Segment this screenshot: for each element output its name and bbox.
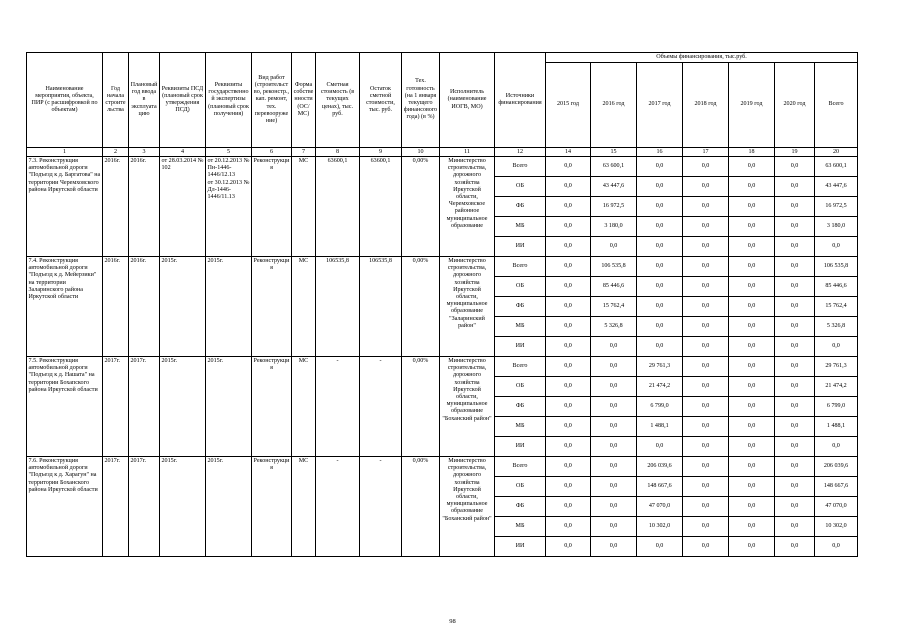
header-year-start: Год начала строительства xyxy=(103,53,129,148)
header-year: 2019 год xyxy=(729,63,775,148)
column-number: 5 xyxy=(206,148,252,157)
funding-value: 0,0 xyxy=(637,297,683,317)
funding-value: 0,0 xyxy=(683,197,729,217)
table-row xyxy=(27,257,858,277)
funding-value: 0,0 xyxy=(775,297,815,317)
funding-value: 0,0 xyxy=(729,157,775,177)
object-name: 7.5. Реконструкция автомобильной дороги "Подъезд к д. Нашата" на территории Бохапского района Иркутской области xyxy=(27,357,103,457)
funding-value: 0,0 xyxy=(775,197,815,217)
header-cost: Сметная стоимость (в текущих ценах), тыс. руб. xyxy=(316,53,360,148)
column-number: 10 xyxy=(402,148,440,157)
total-value: 29 761,3 xyxy=(815,357,858,377)
object-name: 7.3. Реконструкция автомобильной дороги "Подъезд к д. Баргатова" на территории Черемховского района Иркутской области xyxy=(27,157,103,257)
ownership: МС xyxy=(292,457,316,557)
funding-source: ИИ xyxy=(495,337,546,357)
funding-value: 5 326,8 xyxy=(591,317,637,337)
funding-value: 0,0 xyxy=(546,497,591,517)
psd-details: от 28.03.2014 № 102 xyxy=(160,157,206,257)
funding-value: 0,0 xyxy=(729,377,775,397)
funding-value: 0,0 xyxy=(775,317,815,337)
object-name: 7.4. Реконструкция автомобильной дороги "Подъезд к д. Мейерзики" на территории Заларинского района Иркутской области xyxy=(27,257,103,357)
funding-value: 0,0 xyxy=(729,177,775,197)
expertise-details: 2015г. xyxy=(206,457,252,557)
column-number: 16 xyxy=(637,148,683,157)
total-value: 148 667,6 xyxy=(815,477,858,497)
column-number: 12 xyxy=(495,148,546,157)
funding-value: 0,0 xyxy=(546,217,591,237)
work-type: Реконструкция xyxy=(252,357,292,457)
funding-value: 29 761,3 xyxy=(637,357,683,377)
funding-value: 0,0 xyxy=(683,177,729,197)
header-ownership: Форма собственности (ОС/МС) xyxy=(292,53,316,148)
funding-value: 0,0 xyxy=(637,437,683,457)
header-psd: Реквизиты ПСД (плановый срок утверждения ПСД) xyxy=(160,53,206,148)
funding-value: 0,0 xyxy=(546,297,591,317)
executor: Министерство строительства, дорожного хозяйства Иркутской области, муниципальное образование "Боханский район" xyxy=(440,357,495,457)
funding-value: 0,0 xyxy=(775,417,815,437)
funding-value: 0,0 xyxy=(591,237,637,257)
readiness: 0,00% xyxy=(402,457,440,557)
funding-value: 0,0 xyxy=(775,357,815,377)
funding-value: 0,0 xyxy=(683,337,729,357)
total-value: 43 447,6 xyxy=(815,177,858,197)
funding-value: 0,0 xyxy=(729,537,775,557)
funding-value: 0,0 xyxy=(637,217,683,237)
readiness: 0,00% xyxy=(402,357,440,457)
funding-value: 0,0 xyxy=(637,537,683,557)
header-readiness: Тех. готовность (на 1 января текущего финансового года) (в %) xyxy=(402,53,440,148)
funding-value: 0,0 xyxy=(591,537,637,557)
funding-value: 0,0 xyxy=(591,517,637,537)
funding-value: 0,0 xyxy=(683,477,729,497)
cost-balance: - xyxy=(360,457,402,557)
funding-value: 43 447,6 xyxy=(591,177,637,197)
funding-value: 0,0 xyxy=(591,477,637,497)
work-type: Реконструкция xyxy=(252,457,292,557)
year-start: 2016г. xyxy=(103,257,129,357)
funding-value: 0,0 xyxy=(775,477,815,497)
funding-value: 0,0 xyxy=(683,497,729,517)
funding-value: 0,0 xyxy=(683,417,729,437)
funding-value: 6 799,0 xyxy=(637,397,683,417)
executor: Министерство строительства, дорожного хозяйства Иркутской области, муниципальное образование "Боханский район" xyxy=(440,457,495,557)
funding-source: ОБ xyxy=(495,177,546,197)
total-value: 1 488,1 xyxy=(815,417,858,437)
table-row xyxy=(27,457,858,477)
funding-value: 0,0 xyxy=(729,497,775,517)
funding-value: 0,0 xyxy=(637,317,683,337)
column-number-row xyxy=(27,148,858,157)
funding-value: 0,0 xyxy=(546,457,591,477)
funding-value: 0,0 xyxy=(729,237,775,257)
funding-value: 0,0 xyxy=(729,297,775,317)
column-number: 7 xyxy=(292,148,316,157)
funding-value: 0,0 xyxy=(775,257,815,277)
estimated-cost: 106535,8 xyxy=(316,257,360,357)
funding-value: 0,0 xyxy=(546,277,591,297)
funding-source: ФБ xyxy=(495,197,546,217)
funding-value: 0,0 xyxy=(683,157,729,177)
funding-source: ОБ xyxy=(495,477,546,497)
column-number: 6 xyxy=(252,148,292,157)
total-value: 106 535,8 xyxy=(815,257,858,277)
executor: Министерство строительства, дорожного хозяйства Иркутской области, Черемховское районное муниципальное образование xyxy=(440,157,495,257)
column-number: 15 xyxy=(591,148,637,157)
expertise-details: от 20.12.2013 № Пн-1446-1446/12.13 от 30.12.2013 № Дл-1446-1446/11.13 xyxy=(206,157,252,257)
funding-value: 0,0 xyxy=(729,197,775,217)
funding-value: 47 070,0 xyxy=(637,497,683,517)
funding-value: 0,0 xyxy=(546,517,591,537)
funding-value: 0,0 xyxy=(546,437,591,457)
funding-value: 16 972,5 xyxy=(591,197,637,217)
column-number: 17 xyxy=(683,148,729,157)
psd-details: 2015г. xyxy=(160,257,206,357)
column-number: 9 xyxy=(360,148,402,157)
funding-source: МБ xyxy=(495,517,546,537)
total-value: 63 600,1 xyxy=(815,157,858,177)
funding-source: ФБ xyxy=(495,297,546,317)
table-row xyxy=(27,157,858,177)
funding-value: 0,0 xyxy=(683,317,729,337)
document-sheet xyxy=(26,52,856,557)
funding-value: 0,0 xyxy=(775,437,815,457)
work-type: Реконструкция xyxy=(252,257,292,357)
total-value: 10 302,0 xyxy=(815,517,858,537)
funding-value: 0,0 xyxy=(683,437,729,457)
funding-value: 0,0 xyxy=(637,177,683,197)
header-year: 2020 год xyxy=(775,63,815,148)
funding-value: 0,0 xyxy=(775,397,815,417)
psd-details: 2015г. xyxy=(160,357,206,457)
total-value: 6 799,0 xyxy=(815,397,858,417)
funding-source: Всего xyxy=(495,457,546,477)
funding-value: 3 180,0 xyxy=(591,217,637,237)
funding-value: 0,0 xyxy=(546,357,591,377)
psd-details: 2015г. xyxy=(160,457,206,557)
column-number: 2 xyxy=(103,148,129,157)
financing-table xyxy=(26,52,858,557)
total-value: 0,0 xyxy=(815,437,858,457)
total-value: 0,0 xyxy=(815,237,858,257)
cost-balance: 63600,1 xyxy=(360,157,402,257)
header-year: 2016 год xyxy=(591,63,637,148)
funding-value: 0,0 xyxy=(729,437,775,457)
funding-value: 0,0 xyxy=(729,217,775,237)
funding-value: 0,0 xyxy=(591,337,637,357)
total-value: 5 326,8 xyxy=(815,317,858,337)
work-type: Реконструкция xyxy=(252,157,292,257)
funding-value: 0,0 xyxy=(637,237,683,257)
funding-value: 0,0 xyxy=(591,437,637,457)
funding-value: 1 488,1 xyxy=(637,417,683,437)
funding-value: 0,0 xyxy=(683,217,729,237)
year-start: 2017г. xyxy=(103,457,129,557)
table-row xyxy=(27,357,858,377)
readiness: 0,00% xyxy=(402,157,440,257)
funding-value: 0,0 xyxy=(546,237,591,257)
funding-value: 0,0 xyxy=(546,317,591,337)
estimated-cost: - xyxy=(316,357,360,457)
funding-value: 0,0 xyxy=(637,257,683,277)
funding-value: 0,0 xyxy=(591,397,637,417)
funding-value: 0,0 xyxy=(683,277,729,297)
funding-value: 0,0 xyxy=(775,337,815,357)
header-sources: Источники финансирования xyxy=(495,53,546,148)
funding-value: 0,0 xyxy=(775,497,815,517)
ownership: МС xyxy=(292,257,316,357)
funding-value: 15 762,4 xyxy=(591,297,637,317)
header-year: 2018 год xyxy=(683,63,729,148)
funding-value: 0,0 xyxy=(683,257,729,277)
column-number: 14 xyxy=(546,148,591,157)
ownership: МС xyxy=(292,157,316,257)
header-work-type: Вид работ (строительство, реконстр., кап. ремонт, тех. перевооружение) xyxy=(252,53,292,148)
funding-value: 0,0 xyxy=(775,217,815,237)
column-number: 11 xyxy=(440,148,495,157)
object-name: 7.6. Реконструкция автомобильной дороги "Подъезд к д. Харагун" на территории Боханского района Иркутской области xyxy=(27,457,103,557)
funding-value: 0,0 xyxy=(591,457,637,477)
column-number: 4 xyxy=(160,148,206,157)
funding-source: ИИ xyxy=(495,237,546,257)
funding-value: 148 667,6 xyxy=(637,477,683,497)
header-name: Наименование мероприятия, объекта, ПИР (с расшифровкой по объектам) xyxy=(27,53,103,148)
funding-value: 0,0 xyxy=(683,297,729,317)
year-plan: 2016г. xyxy=(129,257,160,357)
funding-value: 0,0 xyxy=(729,417,775,437)
funding-value: 0,0 xyxy=(729,397,775,417)
funding-value: 0,0 xyxy=(591,497,637,517)
total-value: 15 762,4 xyxy=(815,297,858,317)
header-year: 2017 год xyxy=(637,63,683,148)
funding-value: 0,0 xyxy=(546,377,591,397)
header-expertise: Реквизиты государственной экспертизы (плановый срок получения) xyxy=(206,53,252,148)
total-value: 0,0 xyxy=(815,537,858,557)
funding-source: ФБ xyxy=(495,397,546,417)
funding-value: 21 474,2 xyxy=(637,377,683,397)
total-value: 3 180,0 xyxy=(815,217,858,237)
estimated-cost: - xyxy=(316,457,360,557)
funding-source: ФБ xyxy=(495,497,546,517)
funding-value: 0,0 xyxy=(775,177,815,197)
funding-value: 0,0 xyxy=(637,197,683,217)
funding-value: 0,0 xyxy=(729,317,775,337)
executor: Министерство строительства, дорожного хозяйства Иркутской области, муниципальное образование "Заларинский район" xyxy=(440,257,495,357)
funding-source: Всего xyxy=(495,357,546,377)
funding-value: 0,0 xyxy=(546,537,591,557)
funding-value: 0,0 xyxy=(683,537,729,557)
funding-value: 0,0 xyxy=(775,517,815,537)
funding-value: 0,0 xyxy=(637,157,683,177)
funding-value: 0,0 xyxy=(683,457,729,477)
funding-value: 0,0 xyxy=(546,337,591,357)
total-value: 0,0 xyxy=(815,337,858,357)
header-year-plan: Плановый год ввода в эксплуатацию xyxy=(129,53,160,148)
funding-value: 0,0 xyxy=(683,517,729,537)
ownership: МС xyxy=(292,357,316,457)
funding-source: Всего xyxy=(495,257,546,277)
funding-value: 0,0 xyxy=(729,357,775,377)
funding-value: 0,0 xyxy=(775,377,815,397)
header-executor: Исполнитель (наименование ИОГВ, МО) xyxy=(440,53,495,148)
total-value: 206 039,6 xyxy=(815,457,858,477)
funding-value: 0,0 xyxy=(637,277,683,297)
column-number: 19 xyxy=(775,148,815,157)
cost-balance: 106535,8 xyxy=(360,257,402,357)
year-start: 2017г. xyxy=(103,357,129,457)
year-plan: 2017г. xyxy=(129,357,160,457)
funding-value: 0,0 xyxy=(775,457,815,477)
total-value: 47 070,0 xyxy=(815,497,858,517)
funding-value: 0,0 xyxy=(591,377,637,397)
header-balance: Остаток сметной стоимости, тыс. руб. xyxy=(360,53,402,148)
header-year: 2015 год xyxy=(546,63,591,148)
funding-value: 0,0 xyxy=(546,177,591,197)
header-total: Всего xyxy=(815,63,858,148)
column-number: 20 xyxy=(815,148,858,157)
funding-value: 0,0 xyxy=(591,357,637,377)
funding-source: ИИ xyxy=(495,537,546,557)
funding-value: 106 535,8 xyxy=(591,257,637,277)
column-number: 8 xyxy=(316,148,360,157)
funding-value: 0,0 xyxy=(683,397,729,417)
expertise-details: 2015г. xyxy=(206,357,252,457)
table-body xyxy=(27,148,858,557)
readiness: 0,00% xyxy=(402,257,440,357)
funding-value: 85 446,6 xyxy=(591,277,637,297)
cost-balance: - xyxy=(360,357,402,457)
funding-source: ОБ xyxy=(495,277,546,297)
funding-value: 0,0 xyxy=(729,257,775,277)
funding-value: 0,0 xyxy=(546,477,591,497)
funding-value: 0,0 xyxy=(729,477,775,497)
funding-value: 0,0 xyxy=(729,337,775,357)
funding-source: МБ xyxy=(495,317,546,337)
funding-value: 0,0 xyxy=(546,157,591,177)
funding-value: 0,0 xyxy=(775,237,815,257)
column-number: 1 xyxy=(27,148,103,157)
funding-value: 0,0 xyxy=(683,237,729,257)
estimated-cost: 63600,1 xyxy=(316,157,360,257)
funding-value: 10 302,0 xyxy=(637,517,683,537)
funding-value: 0,0 xyxy=(729,277,775,297)
funding-value: 0,0 xyxy=(546,417,591,437)
expertise-details: 2015г. xyxy=(206,257,252,357)
funding-value: 0,0 xyxy=(591,417,637,437)
funding-value: 0,0 xyxy=(546,197,591,217)
funding-source: МБ xyxy=(495,417,546,437)
funding-value: 0,0 xyxy=(729,517,775,537)
total-value: 16 972,5 xyxy=(815,197,858,217)
funding-value: 63 600,1 xyxy=(591,157,637,177)
funding-value: 206 039,6 xyxy=(637,457,683,477)
total-value: 85 446,6 xyxy=(815,277,858,297)
total-value: 21 474,2 xyxy=(815,377,858,397)
funding-value: 0,0 xyxy=(683,357,729,377)
year-plan: 2016г. xyxy=(129,157,160,257)
funding-value: 0,0 xyxy=(775,537,815,557)
funding-value: 0,0 xyxy=(546,257,591,277)
funding-value: 0,0 xyxy=(729,457,775,477)
page-number: 98 xyxy=(449,618,456,625)
year-start: 2016г. xyxy=(103,157,129,257)
funding-value: 0,0 xyxy=(546,397,591,417)
funding-value: 0,0 xyxy=(637,337,683,357)
column-number: 3 xyxy=(129,148,160,157)
header-financing-group: Объемы финансирования, тыс.руб. xyxy=(546,53,858,63)
funding-source: ИИ xyxy=(495,437,546,457)
funding-source: Всего xyxy=(495,157,546,177)
funding-source: МБ xyxy=(495,217,546,237)
funding-value: 0,0 xyxy=(775,157,815,177)
year-plan: 2017г. xyxy=(129,457,160,557)
funding-source: ОБ xyxy=(495,377,546,397)
funding-value: 0,0 xyxy=(683,377,729,397)
column-number: 18 xyxy=(729,148,775,157)
funding-value: 0,0 xyxy=(775,277,815,297)
